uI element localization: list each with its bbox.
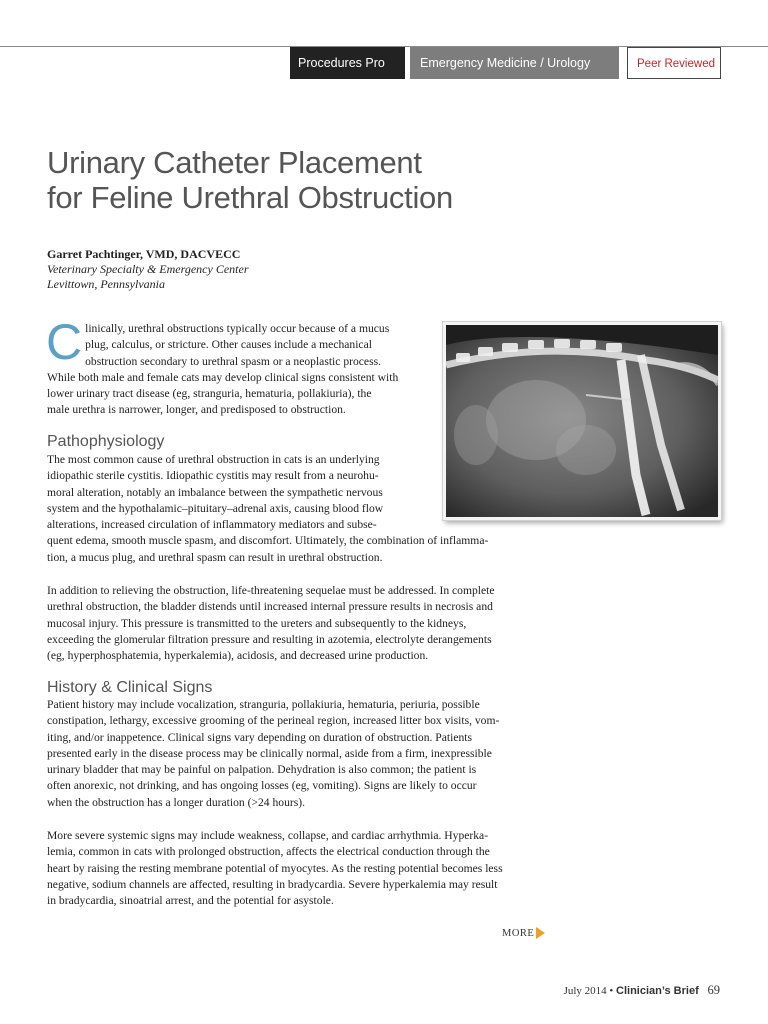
history-paragraph-2 xyxy=(47,828,557,909)
text-line: when the obstruction has a longer duration (>24 hours). xyxy=(47,795,306,809)
pathophysiology-paragraph-1 xyxy=(47,452,547,566)
text-line: In addition to relieving the obstruction, life-threatening sequelae must be addressed. In complete xyxy=(47,584,495,597)
text-line: exceeding the glomerular filtration pressure and resulting in azotemia, electrolyte derangements xyxy=(47,632,492,646)
more-link[interactable] xyxy=(502,927,545,939)
text-line: lemia, common in cats with prolonged obstruction, affects the electrical conduction through the xyxy=(47,845,490,859)
text-line: iting, and/or inappetence. Clinical signs vary depending on duration of obstruction. Patients xyxy=(47,730,473,744)
text-line: More severe systemic signs may include weakness, collapse, and cardiac arrhythmia. Hyperka- xyxy=(47,829,489,842)
text-line: presented early in the disease process may be clinically normal, aside from a firm, inexpressible xyxy=(47,746,492,760)
text-line: alterations, increased circulation of inflammatory mediators and subse- xyxy=(47,518,377,532)
text-line: heart by raising the resting membrane potential of myocytes. As the resting potential becomes less xyxy=(47,861,503,875)
intro-line: lower urinary tract disease (eg, stranguria, hematuria, pollakiuria), the xyxy=(47,387,372,401)
author-name: Garret Pachtinger, VMD, DACVECC xyxy=(47,247,241,261)
category-tags xyxy=(290,47,721,79)
page-footer xyxy=(564,983,720,998)
text-line: (eg, hyperphosphatemia, hyperkalemia), acidosis, and decreased urine production. xyxy=(47,649,429,663)
section-heading-pathophysiology: Pathophysiology xyxy=(47,433,165,450)
text-line: constipation, lethargy, excessive grooming of the perineal region, increased litter box visits, vom- xyxy=(47,714,500,728)
text-line: The most common cause of urethral obstruction in cats is an underlying xyxy=(47,453,380,466)
intro-line: male urethra is narrower, longer, and predisposed to obstruction. xyxy=(47,403,346,417)
text-line: Patient history may include vocalization, stranguria, pollakiuria, hematuria, periuria, possible xyxy=(47,698,480,711)
footer-journal-name: Clinician’s Brief xyxy=(616,985,699,997)
tag-specialty[interactable]: Emergency Medicine / Urology xyxy=(410,47,619,79)
article-title xyxy=(47,145,453,215)
title-line-1: Urinary Catheter Placement xyxy=(47,145,422,180)
footer-date: July 2014 xyxy=(563,985,607,997)
footer-separator: • xyxy=(609,985,614,997)
tag-procedures-pro[interactable]: Procedures Pro xyxy=(290,47,405,79)
intro-line: plug, calculus, or stricture. Other causes include a mechanical xyxy=(85,338,372,352)
history-paragraph-1 xyxy=(47,697,557,811)
text-line: urinary bladder that may be painful on palpation. Dehydration is also common; the patient is xyxy=(47,763,477,777)
drop-cap: C xyxy=(46,314,83,370)
text-line: mucosal injury. This pressure is transmitted to the ureters and subsequently to the kidneys, xyxy=(47,616,467,630)
text-line: idiopathic sterile cystitis. Idiopathic cystitis may result from a neurohu- xyxy=(47,469,379,483)
text-line: often anorexic, not drinking, and has ongoing losses (eg, vomiting). Signs are likely to occur xyxy=(47,779,477,793)
text-line: system and the hypothalamic–pituitary–adrenal axis, causing blood flow xyxy=(47,501,384,515)
page-number: 69 xyxy=(707,983,720,997)
intro-line: While both male and female cats may develop clinical signs consistent with xyxy=(47,370,399,384)
author-location: Levittown, Pennsylvania xyxy=(47,277,165,291)
intro-line: linically, urethral obstructions typically occur because of a mucus xyxy=(85,322,390,335)
title-line-2: for Feline Urethral Obstruction xyxy=(47,180,453,215)
text-line: tion, a mucus plug, and urethral spasm can result in urethral obstruction. xyxy=(47,550,383,564)
intro-line: obstruction secondary to urethral spasm or a neoplastic process. xyxy=(85,354,381,368)
section-heading-history: History & Clinical Signs xyxy=(47,679,213,696)
text-line: in bradycardia, sinoatrial arrest, and the potential for asystole. xyxy=(47,894,334,908)
author-block xyxy=(47,247,249,292)
author-affiliation: Veterinary Specialty & Emergency Center xyxy=(47,262,249,276)
tag-peer-reviewed: Peer Reviewed xyxy=(627,47,721,79)
more-label: MORE xyxy=(502,927,535,939)
text-line: moral alteration, notably an imbalance between the sympathetic nervous xyxy=(47,485,383,499)
play-arrow-icon xyxy=(536,927,545,939)
text-line: quent edema, smooth muscle spasm, and discomfort. Ultimately, the combination of inflamma- xyxy=(47,534,489,548)
intro-paragraph xyxy=(46,314,447,419)
text-line: urethral obstruction, the bladder distends until increased internal pressure results in necrosis and xyxy=(47,600,493,614)
text-line: negative, sodium channels are affected, resulting in bradycardia. Severe hyperkalemia may result xyxy=(47,877,498,891)
pathophysiology-paragraph-2 xyxy=(47,583,557,664)
